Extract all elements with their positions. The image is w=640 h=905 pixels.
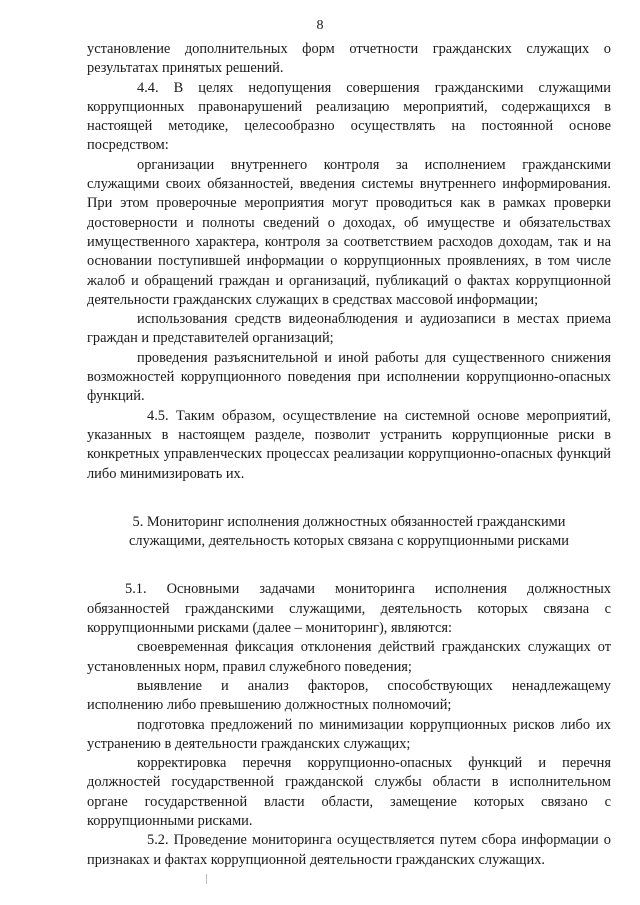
paragraph-4-4: 4.4. В целях недопущения совершения гражданскими служащими коррупционных правонарушений реализацию мероприятий, содержащихся в настоящей методике, целесообразно осуществлять на постоянной основе посредством: [87, 79, 611, 154]
paragraph-timely-fixation: своевременная фиксация отклонения действий гражданских служащих от установленных норм, правил служебного поведения; [87, 639, 611, 675]
paragraph-proposals: подготовка предложений по минимизации коррупционных рисков либо их устранению в деятельности гражданских служащих; [87, 716, 611, 752]
section-5-heading [87, 513, 611, 552]
section-heading-line-1: 5. Мониторинг исполнения должностных обязанностей гражданскими [132, 513, 566, 530]
paragraph-5-2: 5.2. Проведение мониторинга осуществляется путем сбора информации о признаках и фактах коррупционной деятельности гражданских служащих. [87, 832, 611, 868]
paragraph-explanatory-work: проведения разъяснительной и иной работы для существенного снижения возможностей коррупционного поведения при исполнении коррупционно-опасных функций. [87, 349, 611, 405]
page-number: 8 [316, 18, 324, 33]
section-heading-line-2: служащими, деятельность которых связана с коррупционными рисками [129, 533, 569, 550]
paragraph-video-surveillance: использования средств видеонаблюдения и аудиозаписи в местах приема граждан и представителей организаций; [87, 311, 611, 347]
paragraph-4-5: 4.5. Таким образом, осуществление на системной основе мероприятий, указанных в настоящем разделе, позволит устранить коррупционные риски в конкретных управленческих процессах реализации коррупционно-опасных функций либо минимизировать их. [87, 407, 611, 482]
paragraph-internal-control: организации внутреннего контроля за исполнением гражданскими служащими своих обязанностей, введения системы внутреннего информирования. При этом проверочные мероприятия могут проводиться как в рамках проверки достоверности и полноты сведений о доходах, об имуществе и обязательствах имущественного характера, контроля за соответствием расходов доходам, так и на основании поступившей информации о коррупционных проявлениях, в том числе жалоб и обращений граждан и организаций, публикаций о фактах коррупционной деятельности гражданских служащих в средствах массовой информации; [87, 156, 611, 308]
paragraph-continuation: установление дополнительных форм отчетности гражданских служащих о результатах принятых решений. [87, 41, 611, 77]
document-body [87, 40, 611, 870]
scan-artifact [206, 874, 207, 884]
paragraph-factor-analysis: выявление и анализ факторов, способствующих ненадлежащему исполнению либо превышению должностных полномочий; [87, 677, 611, 714]
paragraph-list-adjustment: корректировка перечня коррупционно-опасных функций и перечня должностей государственной гражданской службы области в исполнительном органе государственной власти области, замещение которых связано с коррупционными рисками. [87, 755, 611, 829]
paragraph-5-1: 5.1. Основными задачами мониторинга исполнения должностных обязанностей гражданскими служащими, деятельность которых связана с коррупционными рисками (далее – мониторинг), являются: [87, 581, 611, 637]
